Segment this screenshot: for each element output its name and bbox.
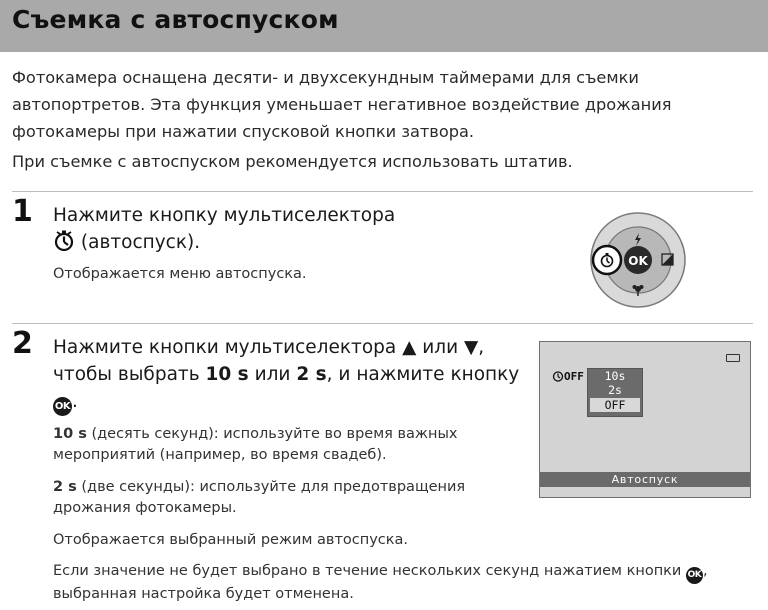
ok-icon-small: OK [686,567,703,584]
menu-option-2s[interactable]: 2s [608,383,622,397]
self-timer-icon [53,230,75,260]
note-result: Отображается выбранный режим автоспуска. [53,532,409,548]
divider-step-1 [12,191,753,192]
step-1-note: Отображается меню автоспуска. [53,266,307,282]
step-2-title-end: . [72,391,78,412]
ok-button-label: OK [628,254,648,268]
self-timer-status-text: OFF [564,370,584,383]
screen-mode-label: Автоспуск [540,472,750,487]
ok-icon: OK [53,397,72,416]
battery-icon [726,354,740,362]
intro-paragraph-2: При съемке с автоспуском рекомендуется использовать штатив. [12,152,573,171]
note-cancel-text-2: выбранная настройка будет отменена. [53,586,354,602]
divider-step-2 [12,323,753,324]
step-1-title-line-2: (автоспуск). [80,232,201,253]
page-header [0,0,768,52]
note-2s [53,477,473,519]
step-1-title-line-1: Нажмите кнопку мультиселектора [53,205,396,226]
note-2s-label: 2 s [53,479,77,495]
step-2-number: 2 [12,326,33,361]
option-2s: 2 s [296,364,327,385]
note-cancel-text-1: Если значение не будет выбрано в течение нескольких секунд нажатием кнопки [53,563,682,579]
option-10s: 10 s [205,364,249,385]
step-2-title-text-c: , и нажмите кнопку [326,364,520,385]
step-1-title [53,202,523,260]
step-1-title-line-2-wrap [53,229,523,260]
self-timer-menu [587,368,643,417]
camera-screen [539,341,751,498]
self-timer-status [552,370,584,383]
note-10s-label: 10 s [53,426,87,442]
step-2-title-line-1: Нажмите кнопки мультиселектора ▲ или ▼, [53,337,485,358]
note-cancel [53,561,753,605]
step-1-number: 1 [12,194,33,229]
note-cancel-comma: , [702,563,708,579]
step-2-title [53,334,523,416]
note-2s-text: (две секунды): используйте для предотвращения дрожания фотокамеры. [53,479,466,516]
intro-paragraph-1: Фотокамера оснащена десяти- и двухсекундным таймерами для съемки автопортретов. Эта функция уменьшает негативное воздействие дрожания фотокамеры при нажатии спусковой кнопки затвора. [12,68,672,141]
menu-option-off[interactable]: OFF [590,398,640,412]
step-2-title-text-a: чтобы выбрать [53,364,206,385]
intro-text [12,64,752,175]
step-2-title-text-b: или [248,364,297,385]
step-2-title-line-2 [53,361,523,388]
multiselector-illustration [588,210,688,310]
self-timer-status-icon [552,370,564,382]
step-2-title-line-3 [53,388,523,416]
note-10s-text: (десять секунд): используйте во время важных мероприятий (например, во время свадеб). [53,426,458,463]
note-10s [53,424,473,466]
page-title: Съемка с автоспуском [12,5,339,34]
menu-option-10s[interactable]: 10s [604,369,626,383]
